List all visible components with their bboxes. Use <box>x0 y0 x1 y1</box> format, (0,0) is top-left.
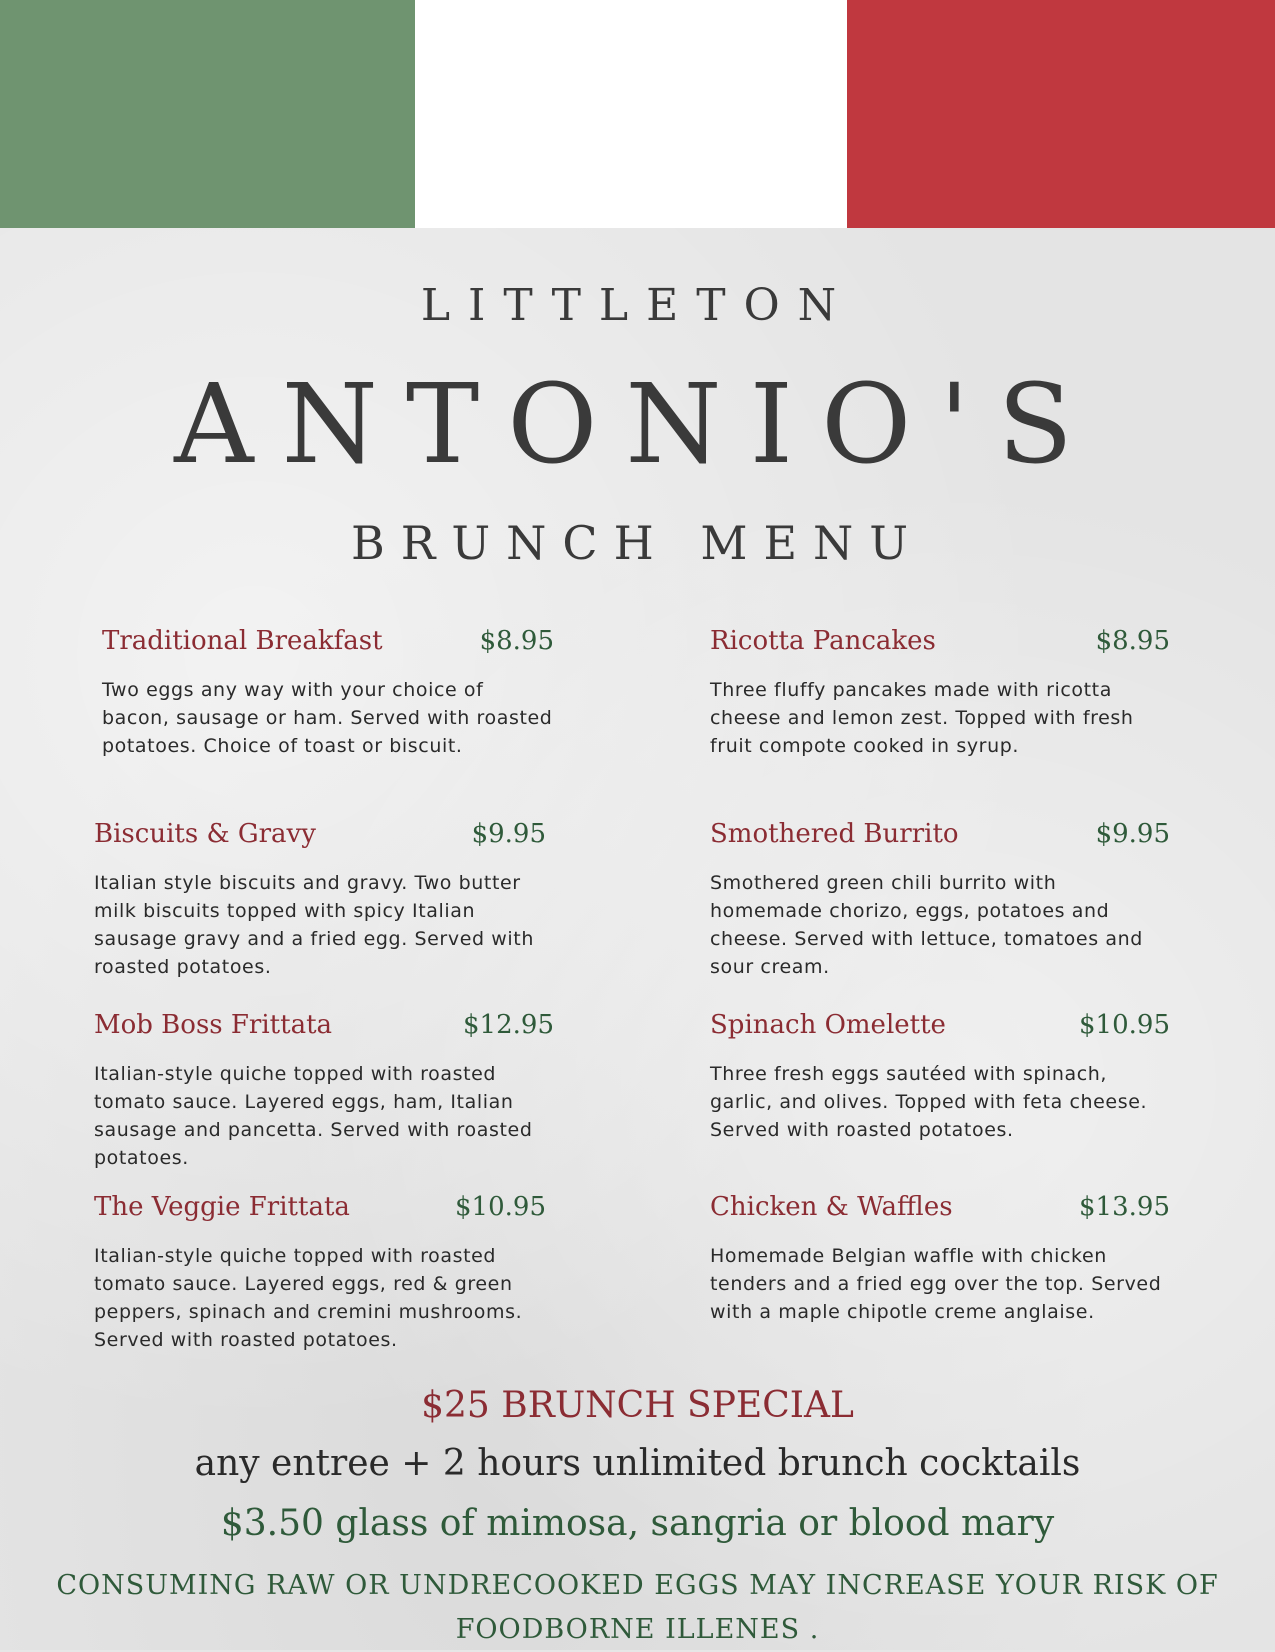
menu-item-name: Ricotta Pancakes <box>710 626 936 656</box>
menu-title: BRUNCH MENU <box>350 516 925 570</box>
flag-stripe-red <box>847 0 1275 228</box>
menu-item-price: $13.95 <box>1079 1192 1170 1222</box>
menu-item-price: $8.95 <box>1095 626 1170 656</box>
menu-item-name: Mob Boss Frittata <box>94 1010 333 1040</box>
flag-stripe-green <box>0 0 415 228</box>
menu-item-price: $10.95 <box>455 1192 546 1222</box>
restaurant-name: ANTONIO'S <box>174 360 1101 488</box>
menu-item-price: $9.95 <box>471 819 546 849</box>
menu-item-name: Traditional Breakfast <box>102 626 383 656</box>
drink-special: $3.50 glass of mimosa, sangria or blood mary <box>220 1503 1055 1544</box>
menu-item-description: Two eggs any way with your choice of bacon, sausage or ham. Served with roasted potatoes. Choice of toast or biscuit. <box>102 679 553 757</box>
menu-item-description: Homemade Belgian waffle with chicken tenders and a fried egg over the top. Served with a maple chipotle creme anglaise. <box>710 1245 1162 1323</box>
menu-item-price: $12.95 <box>463 1010 554 1040</box>
menu-item-name: The Veggie Frittata <box>94 1192 350 1222</box>
location-title: LITTLETON <box>420 280 855 331</box>
menu-item-price: $10.95 <box>1079 1010 1170 1040</box>
menu-item-description: Italian style biscuits and gravy. Two butter milk biscuits topped with spicy Italian sausage gravy and a fried egg. Served with roasted potatoes. <box>94 872 534 978</box>
brunch-special-title: $25 BRUNCH SPECIAL <box>421 1385 854 1426</box>
brunch-special-detail: any entree + 2 hours unlimited brunch cocktails <box>194 1443 1081 1484</box>
menu-item-description: Italian-style quiche topped with roasted tomato sauce. Layered eggs, ham, Italian sausage and pancetta. Served with roasted potatoes. <box>94 1063 533 1169</box>
menu-item-description: Three fresh eggs sautéed with spinach, garlic, and olives. Topped with feta cheese. Served with roasted potatoes. <box>710 1063 1148 1141</box>
menu-item-name: Spinach Omelette <box>710 1010 946 1040</box>
menu-item-price: $8.95 <box>479 626 554 656</box>
flag-stripe-white <box>415 0 847 228</box>
food-safety-warning: CONSUMING RAW OR UNDRECOOKED EGGS MAY INCREASE YOUR RISK OF FOODBORNE ILLENES . <box>56 1570 1219 1645</box>
menu-item-name: Biscuits & Gravy <box>94 819 316 849</box>
menu-item-description: Italian-style quiche topped with roasted tomato sauce. Layered eggs, red & green peppers, spinach and cremini mushrooms. Served with roasted potatoes. <box>94 1245 523 1351</box>
menu-item-price: $9.95 <box>1095 819 1170 849</box>
menu-item-name: Smothered Burrito <box>710 819 959 849</box>
menu-item-description: Smothered green chili burrito with homemade chorizo, eggs, potatoes and cheese. Served with lettuce, tomatoes and sour cream. <box>710 872 1143 978</box>
menu-item-name: Chicken & Waffles <box>710 1192 953 1222</box>
menu-item-description: Three fluffy pancakes made with ricotta cheese and lemon zest. Topped with fresh fruit compote cooked in syrup. <box>710 679 1134 757</box>
